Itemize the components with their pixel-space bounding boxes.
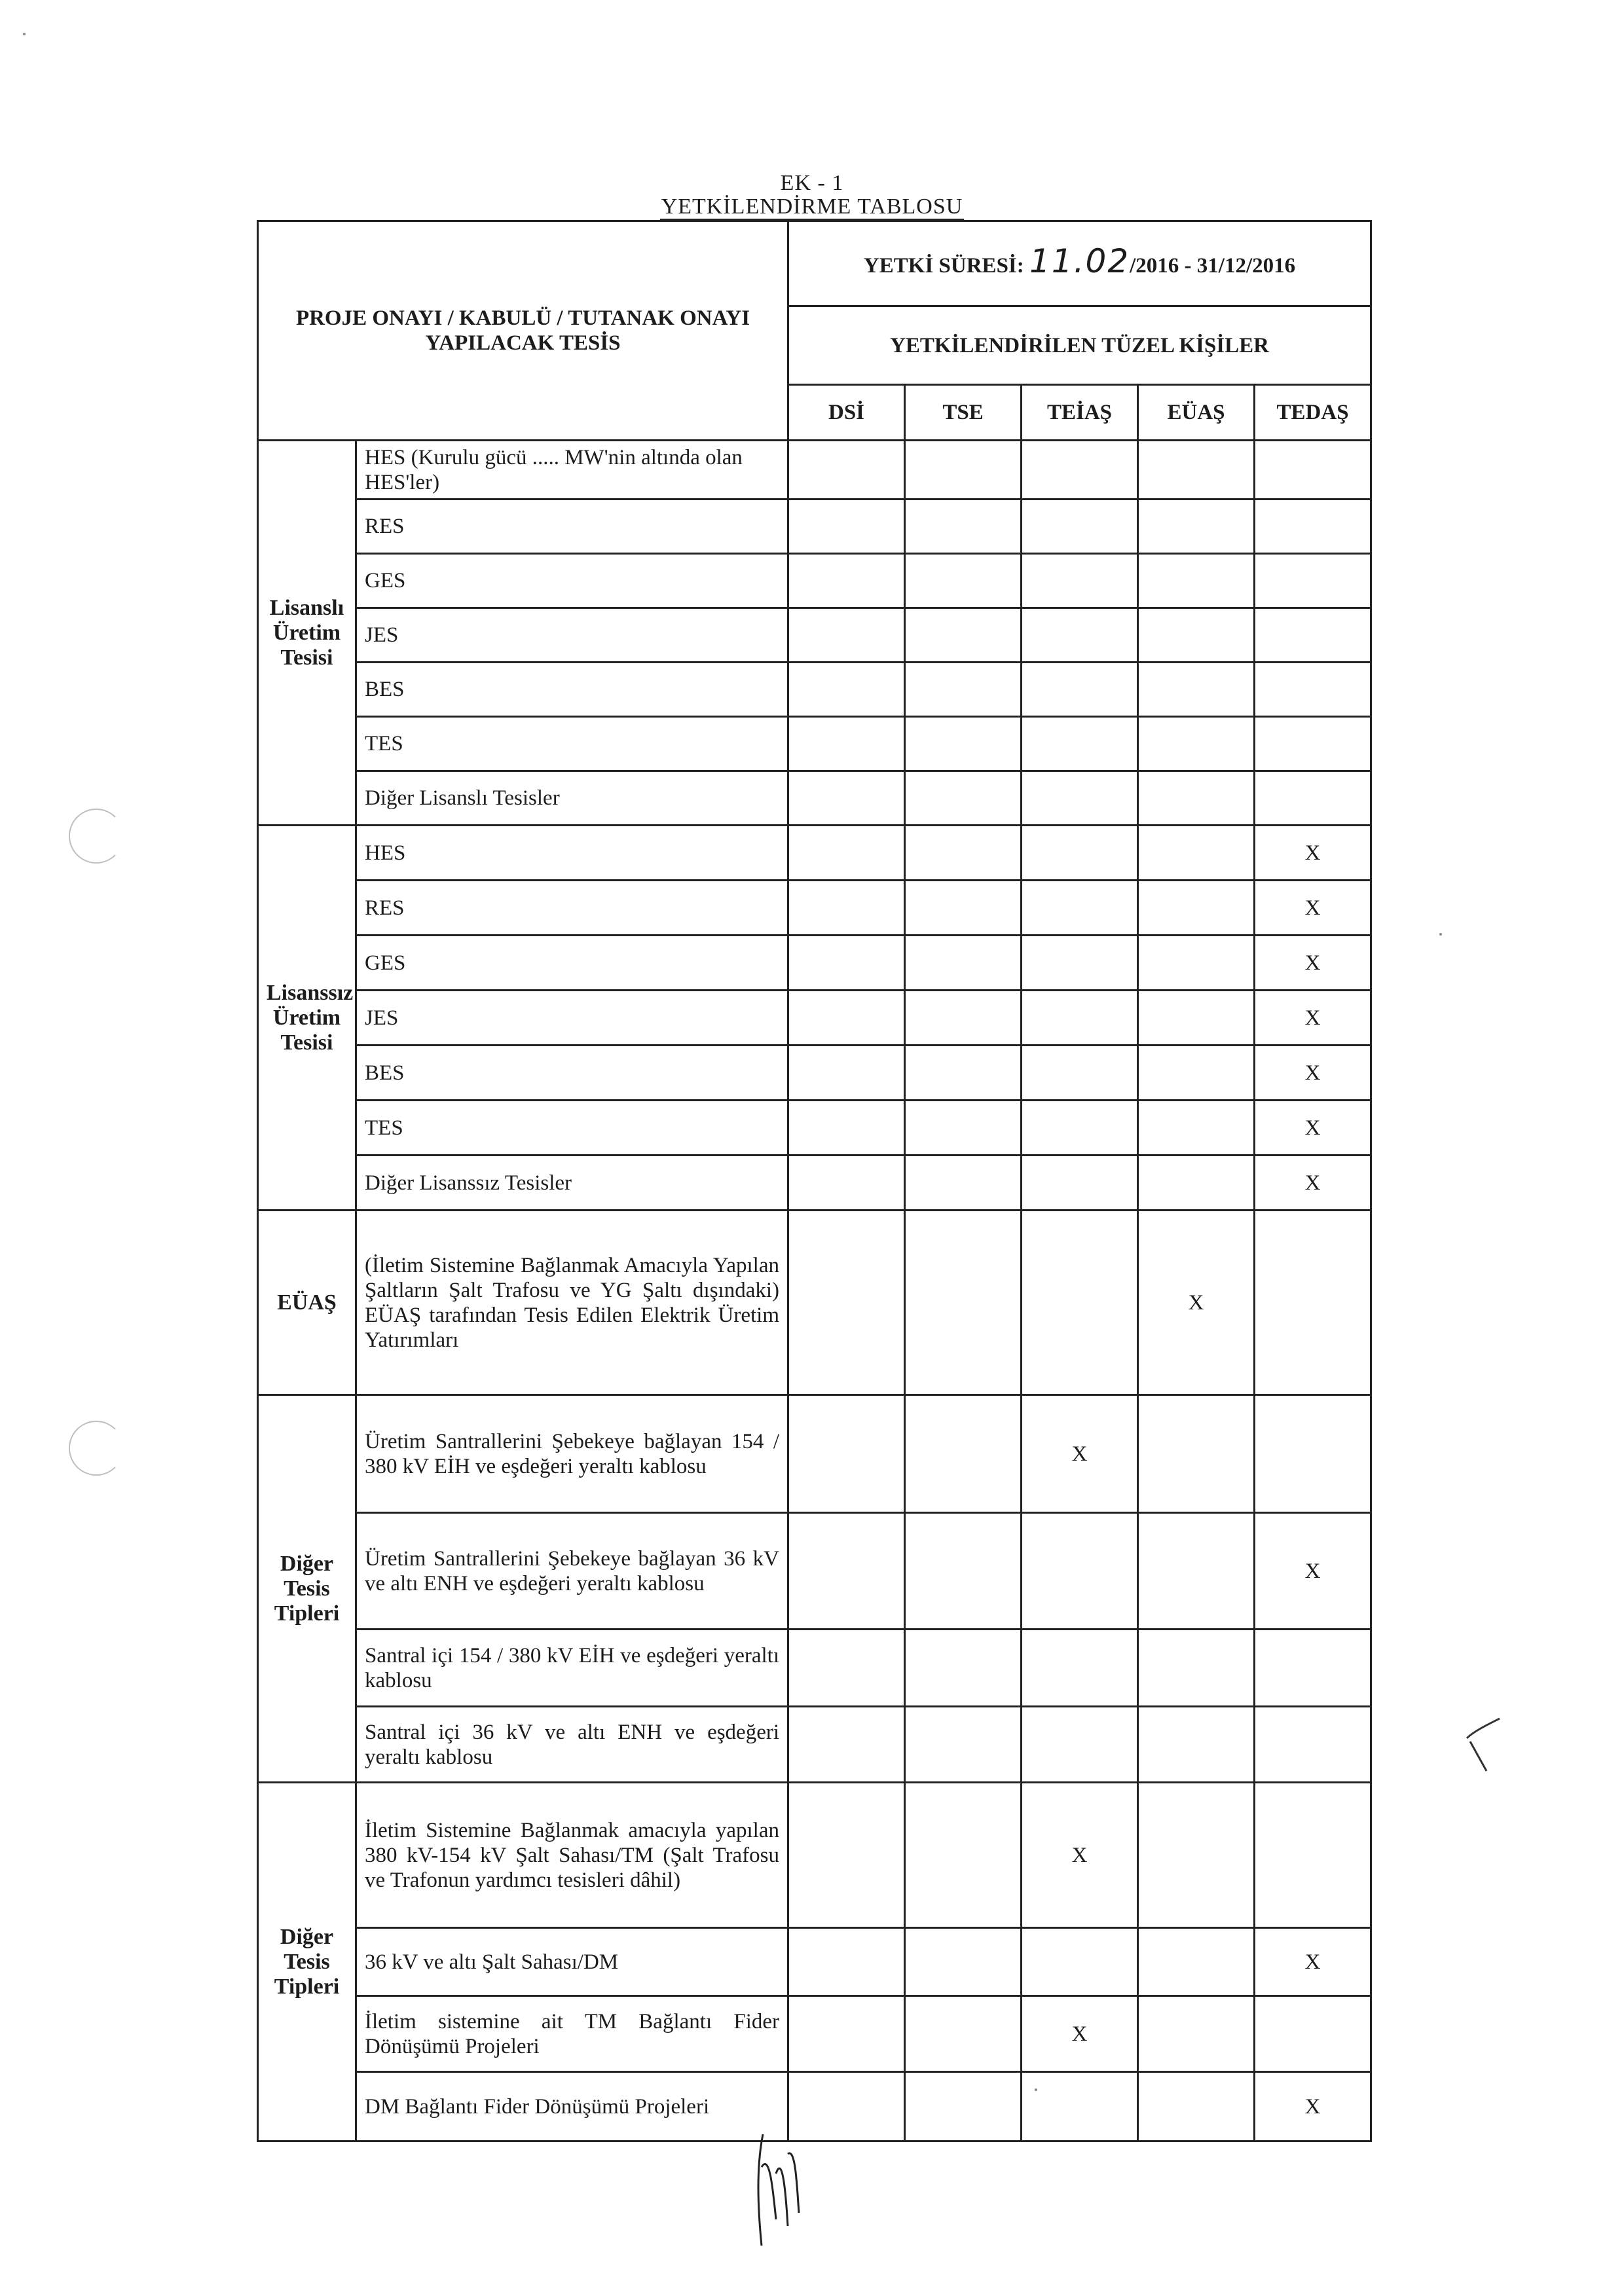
authorization-mark [905,1707,1022,1783]
authorization-mark [905,608,1022,663]
authorization-mark [905,554,1022,608]
authorization-mark [1022,1046,1138,1101]
authorization-mark [905,1996,1022,2072]
facility-type: JES [356,608,788,663]
authorization-mark [1255,771,1371,826]
facility-type: Üretim Santrallerini Şebekeye bağlayan 36 kV ve altı ENH ve eşdeğeri yeraltı kablosu [356,1513,788,1630]
authorization-mark [905,1156,1022,1211]
authorization-mark [1022,936,1138,991]
table-row [258,1630,1371,1707]
authorization-mark [788,1395,905,1513]
authorization-mark [788,1101,905,1156]
table-row [258,1783,1371,1928]
table-row [258,717,1371,771]
authorization-mark [905,1101,1022,1156]
authorization-mark [1138,1707,1255,1783]
authorization-mark: X [1255,1101,1371,1156]
annex-number: EK - 1 [780,171,844,195]
table-row [258,554,1371,608]
facility-type: Üretim Santrallerini Şebekeye bağlayan 154 / 380 kV EİH ve eşdeğeri yeraltı kablosu [356,1395,788,1513]
authorization-mark [1022,500,1138,554]
authorization-mark [788,826,905,881]
authorization-mark [905,826,1022,881]
authorization-mark: X [1255,826,1371,881]
table-row [258,881,1371,936]
authorization-mark [788,1783,905,1928]
authorization-mark [1255,1395,1371,1513]
authorization-mark [1022,441,1138,500]
column-header: TSE [905,385,1022,441]
facility-type: Diğer Lisanslı Tesisler [356,771,788,826]
signature [750,2128,809,2259]
authorization-mark [788,1707,905,1783]
authorization-mark [1138,2072,1255,2141]
authorization-period [788,221,1371,306]
table-row [258,1513,1371,1630]
authorization-mark [788,881,905,936]
authorization-mark [1022,1101,1138,1156]
authorization-mark: X [1255,1156,1371,1211]
authorization-mark [905,991,1022,1046]
authorization-mark [1255,663,1371,717]
authorization-mark: X [1138,1211,1255,1395]
facility-type: İletim Sistemine Bağlanmak amacıyla yapılan 380 kV-154 kV Şalt Sahası/TM (Şalt Trafosu ve Trafonun yardımcı tesisleri dâhil) [356,1783,788,1928]
authorization-mark [788,663,905,717]
table-row [258,1996,1371,2072]
authorization-mark [1138,663,1255,717]
table-row [258,2072,1371,2141]
authorization-mark [1138,500,1255,554]
authorization-mark [905,717,1022,771]
facility-type: DM Bağlantı Fider Dönüşümü Projeleri [356,2072,788,2141]
authorization-mark [1255,441,1371,500]
authorization-mark [788,717,905,771]
facility-type: Santral içi 154 / 380 kV EİH ve eşdeğeri yeraltı kablosu [356,1630,788,1707]
authorization-mark [1255,608,1371,663]
authorization-mark [905,1395,1022,1513]
authorization-mark [788,1928,905,1996]
authorization-mark [1138,1783,1255,1928]
authorization-mark [1255,717,1371,771]
facility-type: HES [356,826,788,881]
table-row [258,771,1371,826]
authorization-mark [1255,500,1371,554]
group-label: Lisanssız Üretim Tesisi [258,826,356,1211]
authorization-mark [905,2072,1022,2141]
authorization-mark [1022,826,1138,881]
group-label: Diğer Tesis Tipleri [258,1395,356,1783]
authorization-mark: X [1022,1783,1138,1928]
authorization-mark: X [1255,1046,1371,1101]
authorization-mark [905,441,1022,500]
authorization-mark [1255,1783,1371,1928]
authorization-mark [788,500,905,554]
authorization-mark [1022,1707,1138,1783]
facility-type: JES [356,991,788,1046]
period-range: /2016 - 31/12/2016 [1130,254,1296,278]
facility-type: TES [356,1101,788,1156]
authorization-mark [905,1211,1022,1395]
facility-type: GES [356,936,788,991]
authorization-mark [1255,1630,1371,1707]
facility-type: 36 kV ve altı Şalt Sahası/DM [356,1928,788,1996]
group-label: Diğer Tesis Tipleri [258,1783,356,2141]
table-row [258,1707,1371,1783]
facility-type: HES (Kurulu gücü ..... MW'nin altında olan HES'ler) [356,441,788,500]
authorization-mark [1138,717,1255,771]
authorization-mark [788,1046,905,1101]
document-title-text: YETKİLENDİRME TABLOSU [661,194,963,219]
authorization-table [257,220,1372,2142]
authorization-mark [1255,1996,1371,2072]
facility-type: RES [356,500,788,554]
authorization-mark [788,1996,905,2072]
authorization-mark [788,991,905,1046]
authorization-mark [788,1513,905,1630]
authorization-mark [1138,936,1255,991]
authorization-mark [1138,1101,1255,1156]
authorization-mark [1022,1630,1138,1707]
table-row [258,1928,1371,1996]
authorization-mark [788,771,905,826]
authorization-mark: X [1255,881,1371,936]
authorization-mark [1138,826,1255,881]
authorization-mark [1138,991,1255,1046]
authorization-mark [905,881,1022,936]
authorization-mark [1022,663,1138,717]
authorization-mark [1022,2072,1138,2141]
punch-hole [69,809,124,864]
authorization-mark [1138,441,1255,500]
scan-mark [1460,1715,1506,1774]
authorization-mark [905,936,1022,991]
column-header: TEDAŞ [1255,385,1371,441]
facility-type: RES [356,881,788,936]
scan-speck [23,33,26,35]
authorization-mark [788,441,905,500]
authorization-mark [1138,1395,1255,1513]
group-label: EÜAŞ [258,1211,356,1395]
authorization-mark [1138,1046,1255,1101]
scan-speck [1035,2088,1037,2091]
table-row [258,1156,1371,1211]
authorization-mark [1255,554,1371,608]
table-row [258,500,1371,554]
authorization-mark [788,608,905,663]
authorization-mark [1022,1156,1138,1211]
authorization-mark: X [1255,936,1371,991]
authorization-mark [788,936,905,991]
table-row [258,1395,1371,1513]
punch-hole [69,1421,124,1476]
authorization-mark: X [1255,991,1371,1046]
authorization-mark [1138,1630,1255,1707]
authorized-entities-header: YETKİLENDİRİLEN TÜZEL KİŞİLER [788,306,1371,385]
authorization-mark [1022,1928,1138,1996]
facility-type: BES [356,663,788,717]
facility-type: TES [356,717,788,771]
table-row [258,991,1371,1046]
authorization-mark [1022,554,1138,608]
table-row [258,936,1371,991]
facility-column-header-text: PROJE ONAYI / KABULÜ / TUTANAK ONAYI YAPILACAK TESİS [295,306,750,355]
authorization-mark [905,500,1022,554]
authorization-mark [788,1630,905,1707]
period-label: YETKİ SÜRESİ: [863,254,1024,278]
table-row [258,1101,1371,1156]
facility-column-header [258,221,788,441]
authorization-mark: X [1022,1996,1138,2072]
period-handwritten-date: 11.02 [1029,242,1130,280]
authorization-mark [788,1156,905,1211]
facility-type: (İletim Sistemine Bağlanmak Amacıyla Yapılan Şaltların Şalt Trafosu ve YG Şaltı dışındaki) EÜAŞ tarafından Tesis Edilen Elektrik Üretim Yatırımları [356,1211,788,1395]
authorization-mark [1138,1156,1255,1211]
table-row [258,608,1371,663]
scan-speck [1439,933,1442,936]
column-header: DSİ [788,385,905,441]
authorization-mark [1138,881,1255,936]
authorization-mark [1022,1211,1138,1395]
authorization-mark [1138,1996,1255,2072]
authorization-mark [1138,554,1255,608]
authorization-mark: X [1255,1928,1371,1996]
facility-type: BES [356,1046,788,1101]
group-label: Lisanslı Üretim Tesisi [258,441,356,826]
table-row [258,441,1371,500]
authorization-mark [905,1783,1022,1928]
authorization-mark [1255,1707,1371,1783]
authorization-mark [1138,1513,1255,1630]
authorization-mark [1022,608,1138,663]
authorization-mark: X [1022,1395,1138,1513]
document-title [622,195,1002,219]
authorization-mark [1138,1928,1255,1996]
table-row [258,1211,1371,1395]
facility-type: Santral içi 36 kV ve altı ENH ve eşdeğeri yeraltı kablosu [356,1707,788,1783]
facility-type: Diğer Lisanssız Tesisler [356,1156,788,1211]
authorization-mark [1022,771,1138,826]
column-header: EÜAŞ [1138,385,1255,441]
authorization-mark [788,1211,905,1395]
authorization-mark [1022,717,1138,771]
authorization-mark [905,1928,1022,1996]
authorization-mark [905,771,1022,826]
table-row [258,1046,1371,1101]
column-header: TEİAŞ [1022,385,1138,441]
authorization-mark [905,1046,1022,1101]
authorization-mark [1022,991,1138,1046]
authorization-mark [1138,608,1255,663]
authorization-mark [1022,1513,1138,1630]
table-row [258,826,1371,881]
authorization-mark [788,554,905,608]
authorization-mark [1022,881,1138,936]
facility-type: İletim sistemine ait TM Bağlantı Fider Dönüşümü Projeleri [356,1996,788,2072]
authorization-mark: X [1255,2072,1371,2141]
table-row [258,663,1371,717]
authorization-mark [905,1513,1022,1630]
authorization-mark [905,663,1022,717]
authorization-mark [1138,771,1255,826]
authorization-mark [905,1630,1022,1707]
authorization-mark: X [1255,1513,1371,1630]
authorization-mark [1255,1211,1371,1395]
facility-type: GES [356,554,788,608]
